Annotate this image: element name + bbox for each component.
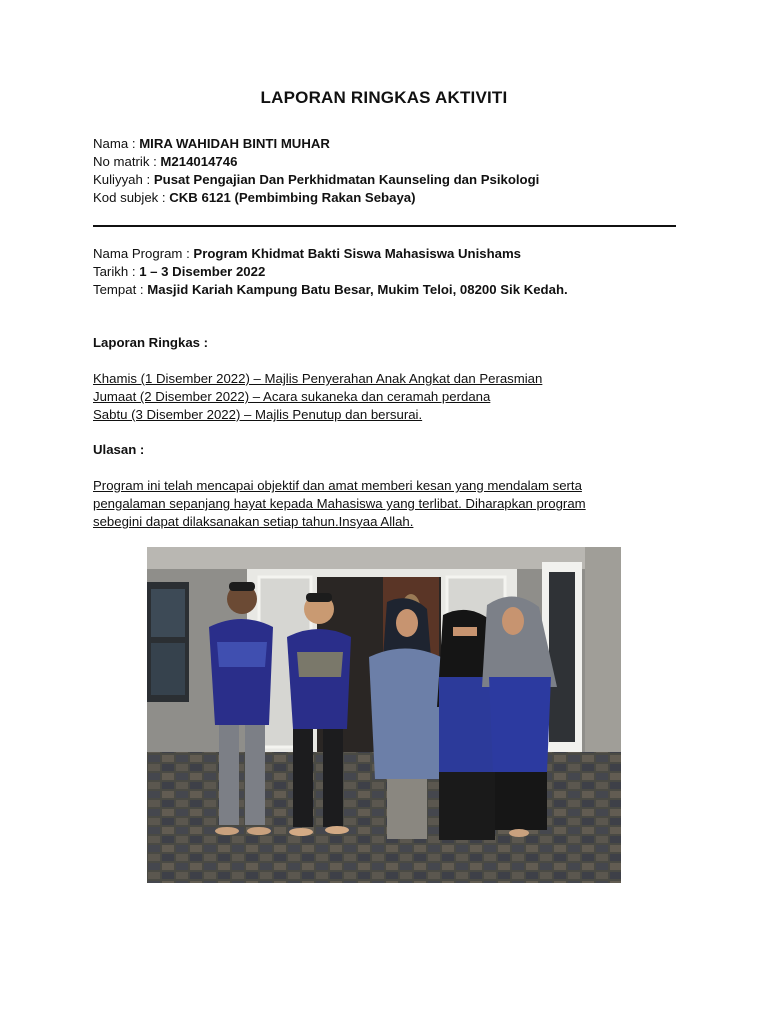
program-date-line: [93, 263, 568, 281]
student-name-line: [93, 135, 539, 153]
report-list: [93, 370, 542, 424]
list-item: Khamis (1 Disember 2022) – Majlis Penyerahan Anak Angkat dan Perasmian: [93, 371, 543, 386]
student-info: [93, 135, 539, 207]
field-value: Masjid Kariah Kampung Batu Besar, Mukim Teloi, 08200 Sik Kedah.: [147, 282, 568, 297]
review-line: sebegini dapat dilaksanakan setiap tahun.Insyaa Allah.: [93, 514, 414, 529]
field-label: Tarikh :: [93, 264, 136, 279]
program-venue-line: [93, 281, 568, 299]
field-label: Nama :: [93, 136, 136, 151]
student-subject-line: [93, 189, 539, 207]
review-line: Program ini telah mencapai objektif dan amat memberi kesan yang mendalam serta: [93, 478, 582, 493]
field-label: Nama Program :: [93, 246, 190, 261]
list-item: Sabtu (3 Disember 2022) – Majlis Penutup dan bersurai.: [93, 407, 423, 422]
program-info: [93, 245, 568, 299]
list-item: Jumaat (2 Disember 2022) – Acara sukaneka dan ceramah perdana: [93, 389, 491, 404]
field-value: M214014746: [160, 154, 238, 169]
review-text: [93, 477, 586, 531]
field-label: Tempat :: [93, 282, 144, 297]
review-line: pengalaman sepanjang hayat kepada Mahasiswa yang terlibat. Diharapkan program: [93, 496, 586, 511]
field-label: Kod subjek :: [93, 190, 166, 205]
field-value: Pusat Pengajian Dan Perkhidmatan Kaunseling dan Psikologi: [153, 172, 540, 187]
review-heading: Ulasan :: [93, 442, 145, 457]
student-matric-line: [93, 153, 539, 171]
field-value: CKB 6121 (Pembimbing Rakan Sebaya): [169, 190, 416, 205]
divider: [93, 225, 676, 227]
program-name-line: [93, 245, 568, 263]
field-label: Kuliyyah :: [93, 172, 151, 187]
report-heading: Laporan Ringkas :: [93, 335, 209, 350]
field-value: Program Khidmat Bakti Siswa Mahasiswa Unishams: [193, 246, 522, 261]
student-faculty-line: [93, 171, 539, 189]
field-value: 1 – 3 Disember 2022: [139, 264, 266, 279]
field-label: No matrik :: [93, 154, 157, 169]
document-title: LAPORAN RINGKAS AKTIVITI: [260, 88, 508, 107]
group-photo-illustration: [147, 547, 621, 883]
group-photo: [147, 547, 621, 883]
field-value: MIRA WAHIDAH BINTI MUHAR: [139, 136, 330, 151]
